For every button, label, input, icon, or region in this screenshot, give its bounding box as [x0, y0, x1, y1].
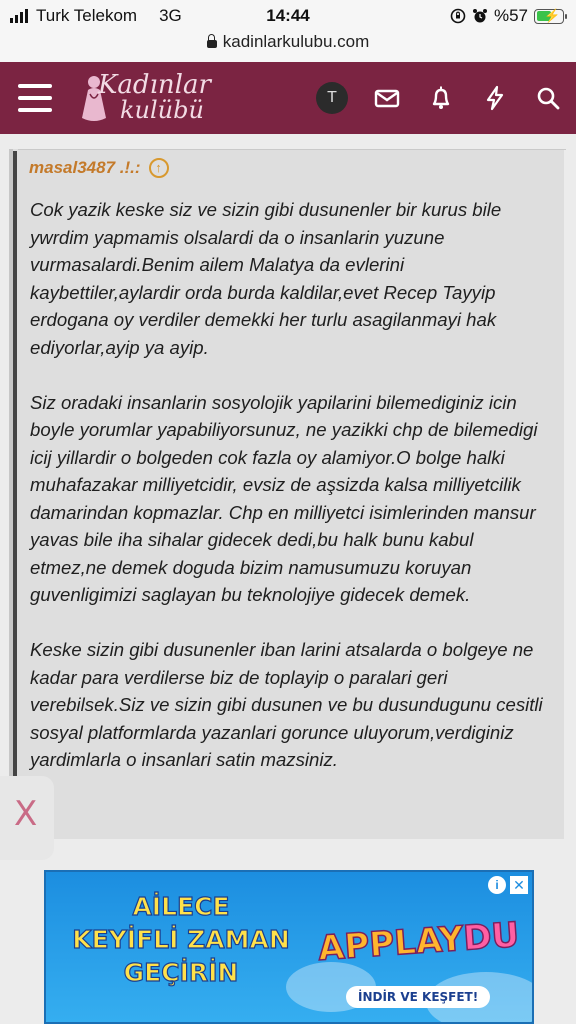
- carrier-name: Turk Telekom: [36, 6, 138, 25]
- quote-indicator-bar: [13, 151, 17, 839]
- paragraph: Siz oradaki insanlarin sosyolojik yapilarini bilemediginiz icin boyle yorumlar yapabiliyorsunuz, ne yazikki chp de bilemedigi icij yillardir o bolgeden cok fazla oy alamiyor.O bolge halki muhafazakar milliyetcidir, evsiz de aşsizda kalsa milliyetcilik damarindan kopmazlar. Chp en milliyetci isimlerinden mansur yavas bile iha sihalar gidecek dedi,bu halk bunu kabul etmez,ne demek doguda bizim namusumuzu koruyan guvenligimizi saglayan bu teknolojiye gidecek demek.: [30, 391, 538, 605]
- rotation-lock-icon: [450, 8, 466, 24]
- alarm-icon: [472, 8, 488, 24]
- quote-text: [30, 196, 552, 801]
- paragraph: Cok yazik keske siz ve sizin gibi dusunenler bir kurus bile ywrdim yapmamis olsalardi da o insanlarin yuzune vurmasalardi.Benim ailem Malatya da evlerini kaybettiler,aylardir orda burda kaldilar,evet Recep Tayyip erdogana oy verdiler demekki her turlu asagilanmayi hak ediyorlar,ayip ya ayip.: [30, 199, 502, 358]
- user-avatar[interactable]: T: [316, 82, 348, 114]
- clock: 14:44: [266, 6, 310, 25]
- close-icon[interactable]: X: [14, 794, 38, 834]
- ad-collapse-tab[interactable]: [0, 776, 54, 860]
- lock-icon: [207, 40, 217, 48]
- ad-brand-a: APPLAY: [316, 918, 465, 969]
- address-bar[interactable]: [0, 32, 576, 52]
- status-right: [450, 6, 564, 26]
- lightning-icon[interactable]: [481, 84, 509, 112]
- logo-line2: kulübü: [120, 96, 204, 124]
- author-name[interactable]: masal3487 .!.:: [29, 158, 141, 177]
- status-bar: [0, 0, 576, 62]
- jump-to-post-icon[interactable]: ↑: [149, 158, 169, 178]
- paragraph: Keske sizin gibi dusunenler iban larini atsalarda o bolgeye ne kadar para verdilerse biz de toplayip o paralari geri verebilsek.Siz ve sizin gibi dusunen ve bu dusundugunu cesitli sosyal platformlarda yazanlari gorunce uluyorum,verdiginiz yardimlarla o insanlari satin mazsiniz.: [30, 639, 543, 770]
- ad-close-icon[interactable]: ✕: [510, 876, 528, 894]
- ad-info-icon[interactable]: i: [488, 876, 506, 894]
- ad-cta-button[interactable]: İNDİR VE KEŞFET!: [346, 986, 490, 1008]
- logo-line1: Kadınlar: [98, 70, 211, 100]
- ad-line1: AİLECE: [132, 892, 230, 921]
- network-type: 3G: [159, 6, 182, 25]
- quote-author[interactable]: [29, 158, 169, 178]
- advertisement-banner[interactable]: [44, 870, 534, 1024]
- search-icon[interactable]: [534, 84, 562, 112]
- mail-icon[interactable]: [373, 84, 401, 112]
- battery-percent: %57: [493, 6, 528, 25]
- bell-icon[interactable]: [427, 84, 455, 112]
- ad-headline: [56, 892, 306, 987]
- url-text: kadinlarkulubu.com: [222, 32, 370, 51]
- battery-icon: ⚡: [534, 9, 564, 24]
- ad-brand-b: DU: [461, 915, 521, 959]
- ad-line2: KEYİFLİ ZAMAN: [72, 925, 290, 954]
- ad-line3: GEÇİRİN: [123, 958, 239, 987]
- site-logo[interactable]: [78, 70, 238, 126]
- menu-icon[interactable]: [18, 84, 52, 112]
